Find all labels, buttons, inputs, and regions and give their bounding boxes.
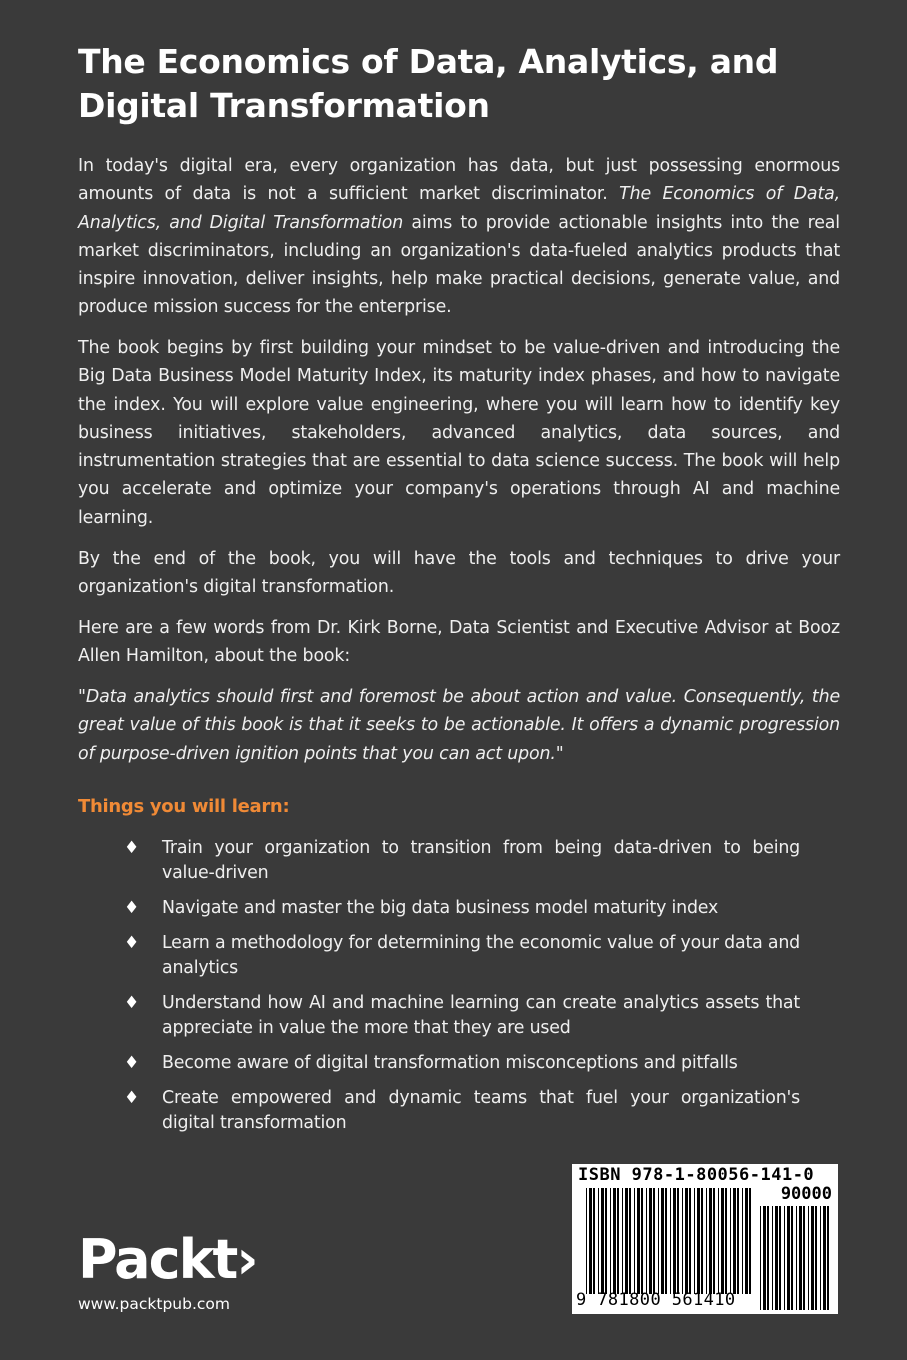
diamond-bullet-icon: ♦ <box>124 933 140 953</box>
book-title: The Economics of Data, Analytics, and Digital Transformation <box>78 42 779 125</box>
endorsement-intro: Here are a few words from Dr. Kirk Borne, Data Scientist and Executive Advisor at Booz Allen Hamilton, about the book: <box>78 618 840 667</box>
packt-arrow-icon: › <box>236 1228 257 1291</box>
outcome-paragraph: By the end of the book, you will have the tools and techniques to drive your organization's digital transformation. <box>78 549 840 598</box>
diamond-bullet-icon: ♦ <box>124 993 140 1013</box>
intro-text-start: In today's digital era, every organization has data, but just possessing enormous amounts of data is not a sufficient market discriminator. <box>78 156 840 205</box>
publisher-website: www.packtpub.com <box>78 1295 230 1313</box>
list-item: ♦ Understand how AI and machine learning can create analytics assets that appreciate in value the more that they are used <box>124 993 800 1038</box>
learn-list <box>120 836 800 1136</box>
diamond-bullet-icon: ♦ <box>124 1053 140 1073</box>
endorsement-quote: "Data analytics should first and foremost be about action and value. Consequently, the great value of this book is that it seeks to be actionable. It offers a dynamic progression of purpose-driven ignition points that you can act upon." <box>78 687 840 764</box>
list-item: ♦ Become aware of digital transformation misconceptions and pitfalls <box>120 1051 800 1076</box>
isbn-label: ISBN 978-1-80056-141-0 <box>578 1165 815 1185</box>
intro-book-title: The Economics of Data, Analytics, and Digital Transformation <box>78 184 840 233</box>
list-item: ♦ Train your organization to transition from being data-driven to being value-driven <box>124 838 800 883</box>
ean-digits: 9 781800 561410 <box>576 1290 736 1310</box>
diamond-bullet-icon: ♦ <box>124 1088 140 1108</box>
overview-paragraph: The book begins by first building your mindset to be value-driven and introducing the Big Data Business Model Maturity Index, its maturity index phases, and how to navigate the index. You will explore value engineering, where you will learn how to identify key business initiatives, stakeholders, advanced analytics, data sources, and instrumentation strategies that are essential to data science success. The book will help you accelerate and optimize your company's operations through AI and machine learning. <box>78 338 840 528</box>
isbn-barcode <box>572 1164 838 1314</box>
list-item: ♦ Create empowered and dynamic teams that fuel your organization's digital transformation <box>124 1088 800 1133</box>
diamond-bullet-icon: ♦ <box>124 898 140 918</box>
list-item: ♦ Learn a methodology for determining the economic value of your data and analytics <box>124 933 800 978</box>
list-item: ♦ Navigate and master the big data business model maturity index <box>120 896 800 921</box>
intro-paragraph <box>78 152 840 322</box>
intro-text-end: aims to provide actionable insights into the real market discriminators, including an organization's data-fueled analytics products that inspire innovation, deliver insights, help make practical decisions, generate value, and produce mission success for the enterprise. <box>78 212 840 318</box>
price-code: 90000 <box>780 1184 832 1204</box>
diamond-bullet-icon: ♦ <box>124 838 140 858</box>
packt-logo: Packt› <box>78 1228 257 1291</box>
learn-heading: Things you will learn: <box>78 796 290 817</box>
